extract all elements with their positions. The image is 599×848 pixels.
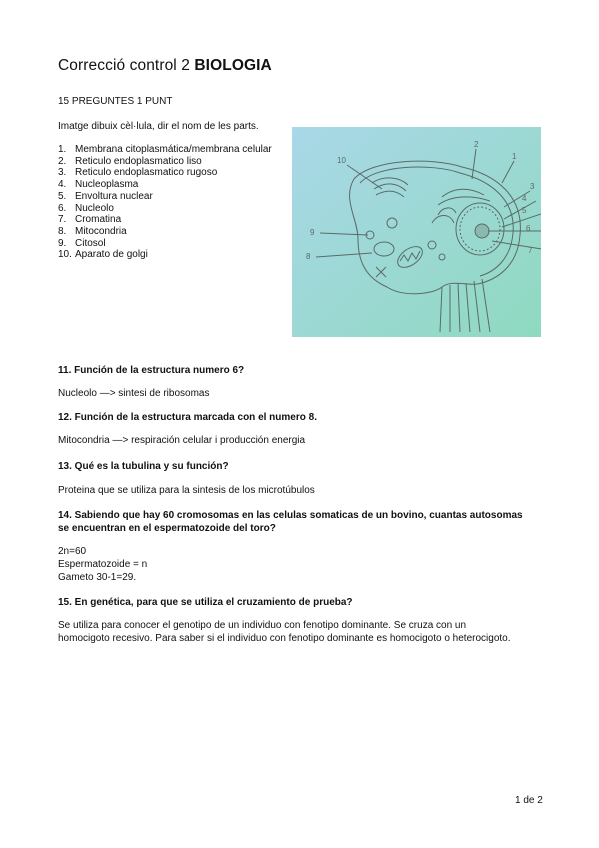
list-item: 9. Citosol xyxy=(58,237,106,249)
list-item: 6. Nucleolo xyxy=(58,202,114,214)
list-item: 5. Envoltura nuclear xyxy=(58,190,153,202)
answer-14-line-1: 2n=60 xyxy=(58,546,87,557)
answer-13: Proteina que se utiliza para la sintesis de los microtúbulos xyxy=(58,485,315,496)
nucleolus-shape xyxy=(475,224,489,238)
cell-diagram-image xyxy=(292,127,541,337)
title-subject: BIOLOGIA xyxy=(194,57,272,74)
question-12: 12. Función de la estructura marcada con el numero 8. xyxy=(58,412,317,423)
diagram-label: 1 xyxy=(512,152,517,161)
diagram-label: 2 xyxy=(474,140,479,149)
list-item: 8. Mitocondria xyxy=(58,225,127,237)
answer-15: Se utiliza para conocer el genotipo de un individuo con fenotipo dominante. Se cruza con un homocigoto recesivo. Para saber si el individuo con fenotipo dominante es homocigoto o heterocigoto. xyxy=(58,620,511,644)
list-item: 7. Cromatina xyxy=(58,214,122,226)
list-item: 1. Membrana citoplasmática/membrana celular xyxy=(58,144,272,155)
list-item: 2. Reticulo endoplasmatico liso xyxy=(58,155,202,167)
question-15: 15. En genética, para que se utiliza el cruzamiento de prueba? xyxy=(58,597,353,608)
diagram-label: 9 xyxy=(310,228,315,237)
list-item: 4. Nucleoplasma xyxy=(58,179,139,191)
subtitle: 15 PREGUNTES 1 PUNT xyxy=(58,96,173,107)
question-11: 11. Función de la estructura numero 6? xyxy=(58,365,245,376)
question-13: 13. Qué es la tubulina y su función? xyxy=(58,461,229,472)
diagram-label: 8 xyxy=(306,252,311,261)
parts-list xyxy=(58,144,288,261)
diagram-label: 5 xyxy=(522,206,527,215)
answer-14-line-2: Espermatozoide = n xyxy=(58,559,148,570)
diagram-label: 6 xyxy=(526,224,531,233)
page-number: 1 de 2 xyxy=(515,795,543,806)
page-title: Correcció control 2 BIOLOGIA xyxy=(58,57,272,74)
diagram-label: 4 xyxy=(522,194,527,203)
list-item: 10. Aparato de golgi xyxy=(58,249,148,261)
diagram-label: 3 xyxy=(530,182,535,191)
diagram-label: 7 xyxy=(528,246,533,255)
diagram-label: 10 xyxy=(337,156,346,165)
list-item: 3. Reticulo endoplasmatico rugoso xyxy=(58,167,218,179)
answer-12: Mitocondria —> respiración celular i producción energia xyxy=(58,435,306,446)
answer-14-line-3: Gameto 30-1=29. xyxy=(58,572,137,583)
intro-text: Imatge dibuix cèl·lula, dir el nom de les parts. xyxy=(58,121,259,132)
answer-11: Nucleolo —> sintesi de ribosomas xyxy=(58,388,210,399)
question-14: 14. Sabiendo que hay 60 cromosomas en las celulas somaticas de un bovino, cuantas autosomas se encuentran en el espermatozoide del toro? xyxy=(58,510,523,534)
